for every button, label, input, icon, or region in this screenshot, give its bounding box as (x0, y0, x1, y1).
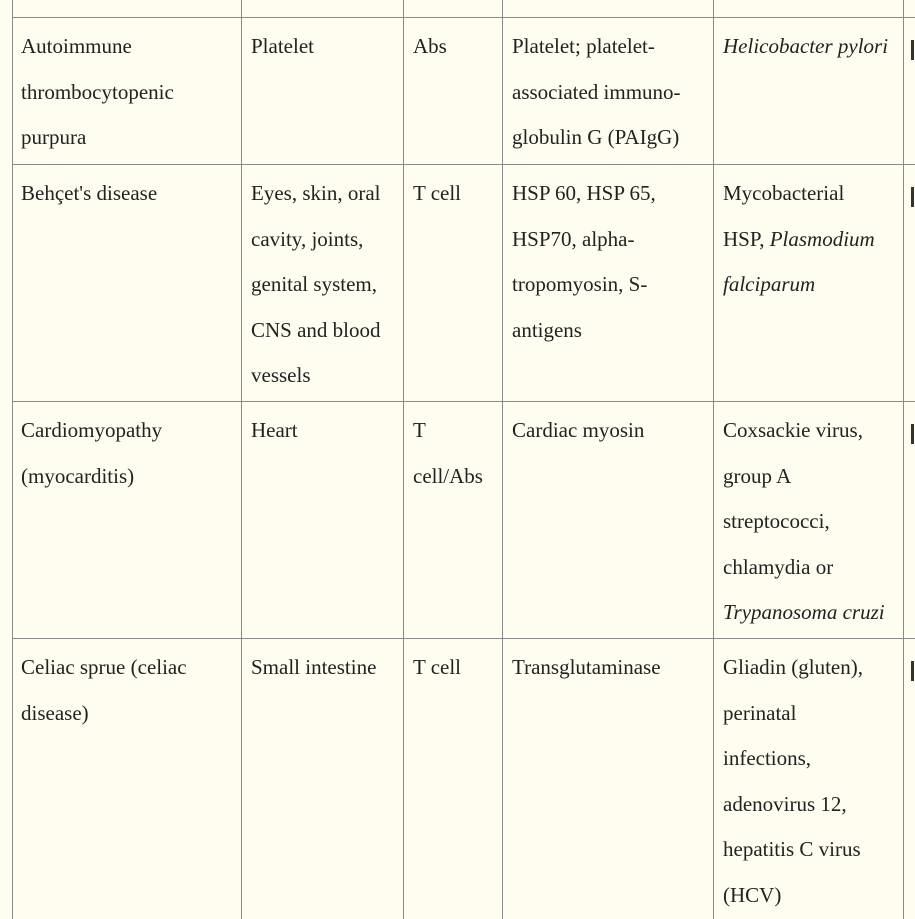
table-cell-antigen: Platelet; platelet- associated immuno- globulin G (PAIgG) (512, 34, 681, 149)
pathogen-text: Mycobacterial HSP, (723, 181, 845, 251)
table-cell-effector: Abs (413, 34, 447, 58)
col-border-1 (241, 0, 242, 919)
table-cell-effector: T cell (413, 655, 462, 679)
table-cell-effector: T cell (413, 181, 462, 205)
table-cell-disease: Cardiomyopathy (myocarditis) (21, 418, 163, 488)
table-cell-pathogen: Helicobacter pylori (723, 34, 889, 58)
cut-off-cell-marker (911, 40, 914, 60)
pathogen-text: Coxsackie virus, group A streptococci, chlamydia or (723, 418, 863, 579)
table-cell-target: Heart (251, 418, 298, 442)
table-cell-target: Small intestine (251, 655, 377, 679)
cut-off-cell-marker (911, 424, 914, 444)
row-border-3 (12, 638, 915, 639)
cut-off-cell-marker (911, 187, 914, 207)
table-cell-effector: T cell/Abs (413, 418, 483, 488)
table-cell-pathogen (723, 408, 901, 636)
table-cell-disease: Behçet's disease (21, 181, 158, 205)
table-cell-disease: Autoimmune thrombocytopenic purpura (21, 34, 174, 149)
table-cell-antigen: Transglutaminase (512, 655, 661, 679)
row-border-1 (12, 164, 915, 165)
pathogen-italic-text: Plasmodium falciparum (723, 226, 875, 296)
row-border-2 (12, 401, 915, 402)
table-cell-pathogen (723, 171, 901, 308)
table-cell-disease: Celiac sprue (celiac disease) (21, 655, 187, 725)
table-cell-antigen: Cardiac myosin (512, 418, 645, 442)
col-border-left (12, 0, 13, 919)
table-cell-pathogen: Gliadin (gluten), perinatal infections, adenovirus 12, hepatitis C virus (HCV) (723, 655, 863, 907)
row-border-top (12, 17, 915, 18)
pathogen-italic-text: Trypanosoma cruzi (723, 600, 885, 624)
table-cell-target: Eyes, skin, oral cavity, joints, genital system, CNS and blood vessels (251, 181, 381, 387)
col-border-2 (403, 0, 404, 919)
table-cell-antigen: HSP 60, HSP 65, HSP70, alpha- tropomyosin, S- antigens (512, 181, 656, 342)
table-cell-target: Platelet (251, 34, 314, 58)
col-border-5 (903, 0, 904, 919)
col-border-4 (713, 0, 714, 919)
col-border-3 (502, 0, 503, 919)
cut-off-cell-marker (911, 661, 914, 681)
